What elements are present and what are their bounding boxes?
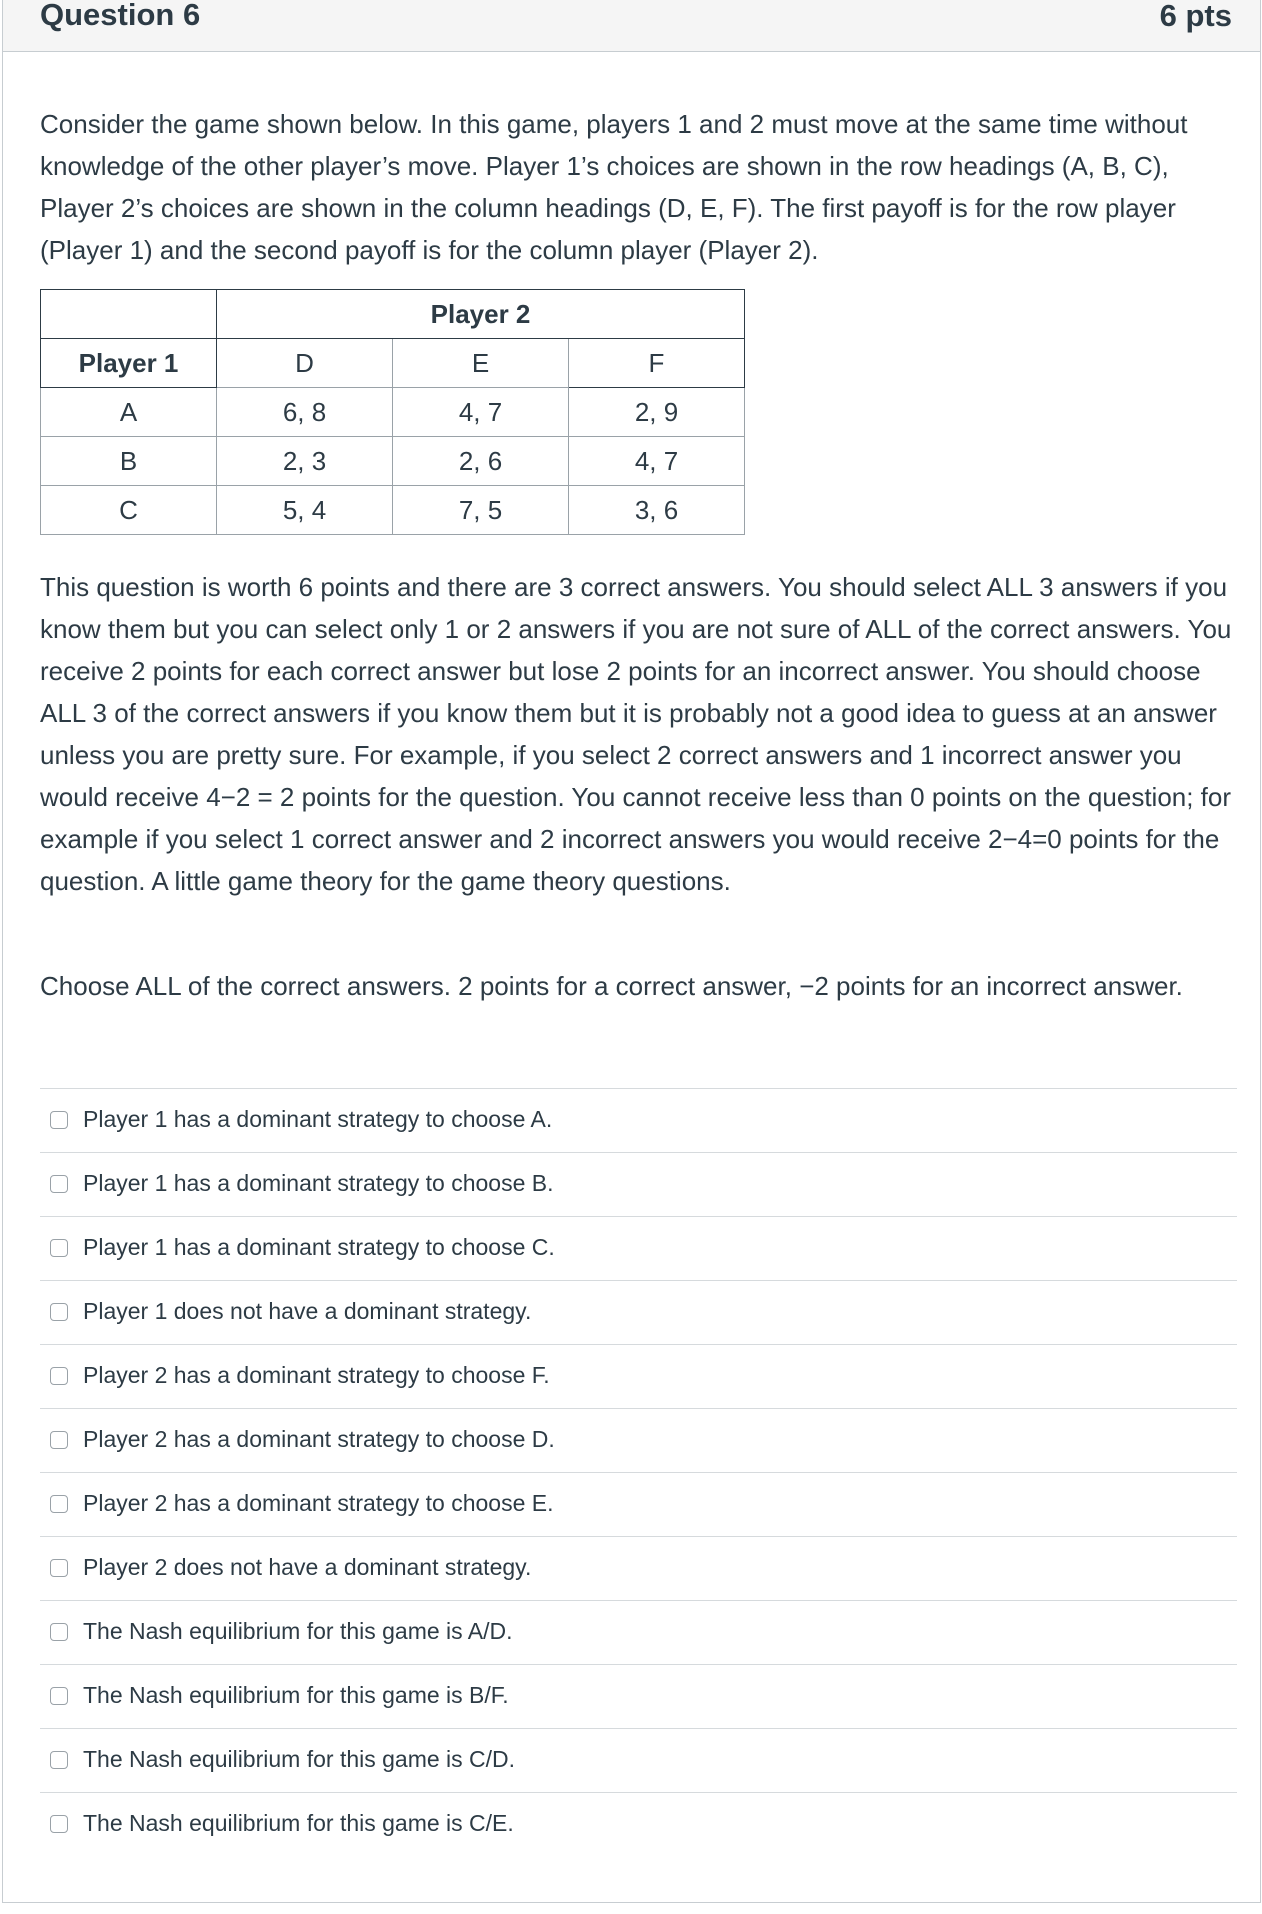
payoff-cell: 7, 5 <box>393 486 569 535</box>
question-points: 6 pts <box>1159 0 1232 33</box>
column-header-d: D <box>217 339 393 388</box>
payoff-cell: 4, 7 <box>393 388 569 437</box>
answer-option[interactable] <box>40 1281 1237 1345</box>
scoring-text: This question is worth 6 points and there are 3 correct answers. You should select ALL 3 answers if you know them but you can select only 1 or 2 answers if you are not sure of ALL of the correct answers. You receive 2 points for each correct answer but lose 2 points for an incorrect answer. You should choose ALL 3 of the correct answers if you know them but it is probably not a good idea to guess at an answer unless you are pretty sure. For example, if you select 2 correct answers and 1 incorrect answer you would receive 4−2 = 2 points for the question. You cannot receive less than 0 points on the question; for example if you select 1 correct answer and 2 incorrect answers you would receive 2−4=0 points for the question. A little game theory for the game theory questions. <box>40 572 1232 896</box>
row-header-b: B <box>41 437 217 486</box>
question-header <box>3 0 1260 52</box>
answer-label[interactable]: Player 2 has a dominant strategy to choose E. <box>83 1490 554 1516</box>
question-card <box>2 0 1261 1903</box>
checkbox[interactable] <box>50 1495 68 1513</box>
answer-option[interactable] <box>40 1601 1237 1665</box>
answer-option[interactable] <box>40 1729 1237 1793</box>
answer-option[interactable] <box>40 1665 1237 1729</box>
payoff-cell: 6, 8 <box>217 388 393 437</box>
checkbox[interactable] <box>50 1367 68 1385</box>
table-row <box>41 339 745 388</box>
checkbox[interactable] <box>50 1559 68 1577</box>
answer-label[interactable]: The Nash equilibrium for this game is C/E. <box>83 1810 514 1836</box>
answer-option[interactable] <box>40 1537 1237 1601</box>
answer-option[interactable] <box>40 1345 1237 1409</box>
answer-option[interactable] <box>40 1089 1237 1153</box>
question-title: Question 6 <box>40 0 201 32</box>
payoff-cell: 3, 6 <box>569 486 745 535</box>
checkbox[interactable] <box>50 1303 68 1321</box>
row-header-a: A <box>41 388 217 437</box>
answer-option[interactable] <box>40 1409 1237 1473</box>
answer-label[interactable]: Player 2 does not have a dominant strategy. <box>83 1554 532 1580</box>
payoff-cell: 4, 7 <box>569 437 745 486</box>
instruction-text: Choose ALL of the correct answers. 2 points for a correct answer, −2 points for an incorrect answer. <box>40 971 1183 1001</box>
checkbox[interactable] <box>50 1687 68 1705</box>
table-cell-empty <box>41 290 217 339</box>
payoff-table <box>40 289 745 535</box>
checkbox[interactable] <box>50 1175 68 1193</box>
payoff-cell: 5, 4 <box>217 486 393 535</box>
answer-label[interactable]: The Nash equilibrium for this game is C/D. <box>83 1746 516 1772</box>
table-row <box>41 388 745 437</box>
question-intro: Consider the game shown below. In this game, players 1 and 2 must move at the same time without knowledge of the other player’s move. Player 1’s choices are shown in the row headings (A, B, C), Player 2’s choices are shown in the column headings (D, E, F). The first payoff is for the row player (Player 1) and the second payoff is for the column player (Player 2). <box>40 109 1188 265</box>
answer-label[interactable]: Player 1 has a dominant strategy to choose C. <box>83 1234 555 1260</box>
checkbox[interactable] <box>50 1751 68 1769</box>
payoff-cell: 2, 3 <box>217 437 393 486</box>
answer-label[interactable]: The Nash equilibrium for this game is B/F. <box>83 1682 509 1708</box>
player1-header: Player 1 <box>41 339 217 388</box>
answer-option[interactable] <box>40 1793 1237 1857</box>
answer-option[interactable] <box>40 1217 1237 1281</box>
table-row <box>41 437 745 486</box>
column-header-e: E <box>393 339 569 388</box>
table-row <box>41 290 745 339</box>
answer-label[interactable]: Player 1 has a dominant strategy to choose A. <box>83 1106 553 1132</box>
player2-header: Player 2 <box>217 290 745 339</box>
answer-label[interactable]: Player 2 has a dominant strategy to choose D. <box>83 1426 555 1452</box>
row-header-c: C <box>41 486 217 535</box>
checkbox[interactable] <box>50 1239 68 1257</box>
checkbox[interactable] <box>50 1623 68 1641</box>
table-row <box>41 486 745 535</box>
checkbox[interactable] <box>50 1111 68 1129</box>
checkbox[interactable] <box>50 1431 68 1449</box>
column-header-f: F <box>569 339 745 388</box>
checkbox[interactable] <box>50 1815 68 1833</box>
answer-label[interactable]: Player 1 does not have a dominant strategy. <box>83 1298 532 1324</box>
answer-label[interactable]: Player 1 has a dominant strategy to choose B. <box>83 1170 554 1196</box>
payoff-cell: 2, 9 <box>569 388 745 437</box>
answer-label[interactable]: Player 2 has a dominant strategy to choose F. <box>83 1362 550 1388</box>
answer-option[interactable] <box>40 1473 1237 1537</box>
answer-list <box>40 1088 1237 1857</box>
payoff-cell: 2, 6 <box>393 437 569 486</box>
answer-option[interactable] <box>40 1153 1237 1217</box>
answer-label[interactable]: The Nash equilibrium for this game is A/D. <box>83 1618 513 1644</box>
